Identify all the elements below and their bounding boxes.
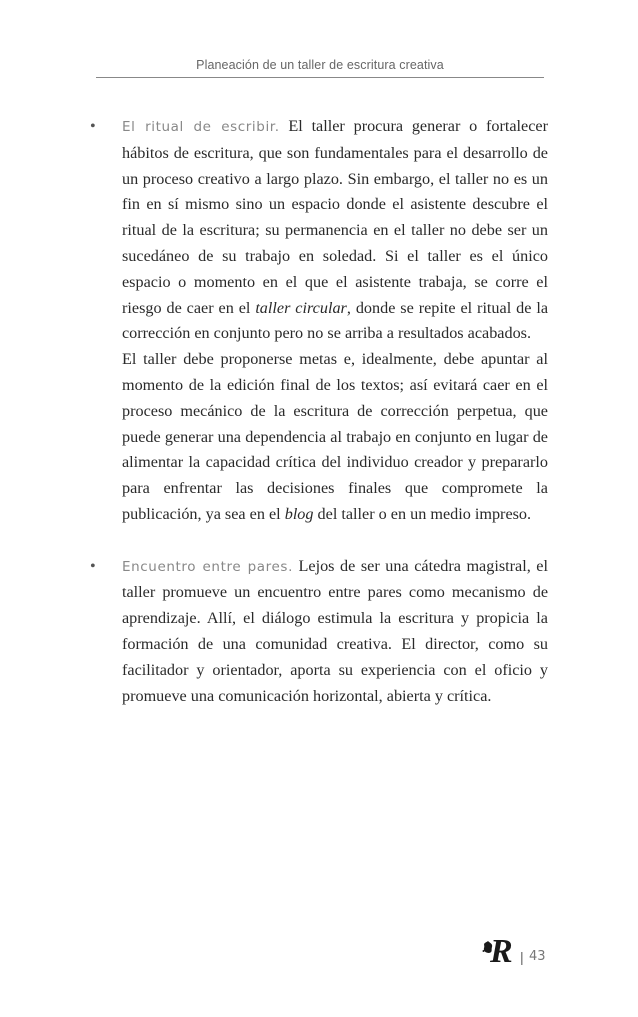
bullet: •: [90, 117, 96, 135]
header-rule: [96, 77, 544, 78]
page-number: 43: [529, 949, 546, 964]
bullet: •: [90, 556, 96, 575]
text-run: , donde se repite el ritual de la corrección en conjunto pero no se arriba a resultados acabados.: [122, 298, 548, 343]
logo-ornament: R: [490, 933, 513, 970]
text-run: El taller debe proponerse metas e, idealmente, debe apuntar al momento de la edición final de los textos; así evitará caer en el proceso mecánico de la escritura de corrección perpetua, que puede generar una dependencia al trabajo en conjunto en lugar de alimentar la capacidad crítica del individuo creador y prepararlo para enfrentar las decisiones finales que compromete la publicación, ya sea en el: [122, 350, 548, 523]
folio-separator: |: [520, 949, 524, 965]
page-body: [88, 114, 548, 709]
paragraph: [122, 554, 548, 710]
page-footer: [480, 934, 570, 974]
item-lead: El ritual de escribir.: [122, 119, 280, 135]
paragraph: [122, 114, 548, 347]
list-item-encuentro: [88, 554, 548, 710]
list-item-ritual: [88, 114, 548, 528]
text-run: El taller procura generar o fortalecer hábitos de escritura, que son fundamentales para el desarrollo de un proceso creativo a largo plazo. Sin embargo, el taller no es un fin en sí mismo sino un espacio donde el asistente descubre el ritual de la escritura; su permanencia en el taller no debe ser un sucedáneo de su trabajo en soledad. Si el taller es el único espacio o momento en el que el asistente trabaja, se corre el riesgo de caer en el: [122, 117, 549, 317]
paragraph: [122, 347, 548, 528]
text-run: del taller o en un medio impreso.: [313, 504, 532, 523]
emphasis: blog: [284, 504, 314, 523]
running-head: Planeación de un taller de escritura creativa: [196, 58, 444, 72]
item-lead: Encuentro entre pares.: [122, 558, 293, 575]
text-run: Lejos de ser una cátedra magistral, el taller promueve un encuentro entre pares como mecanismo de aprendizaje. Allí, el diálogo estimula la escritura y propicia la formación de una comunidad creativa. El director, como su facilitador y orientador, aporta su experiencia con el oficio y promueve una comunicación horizontal, abierta y crítica.: [122, 556, 548, 705]
emphasis: taller circular: [255, 298, 347, 317]
